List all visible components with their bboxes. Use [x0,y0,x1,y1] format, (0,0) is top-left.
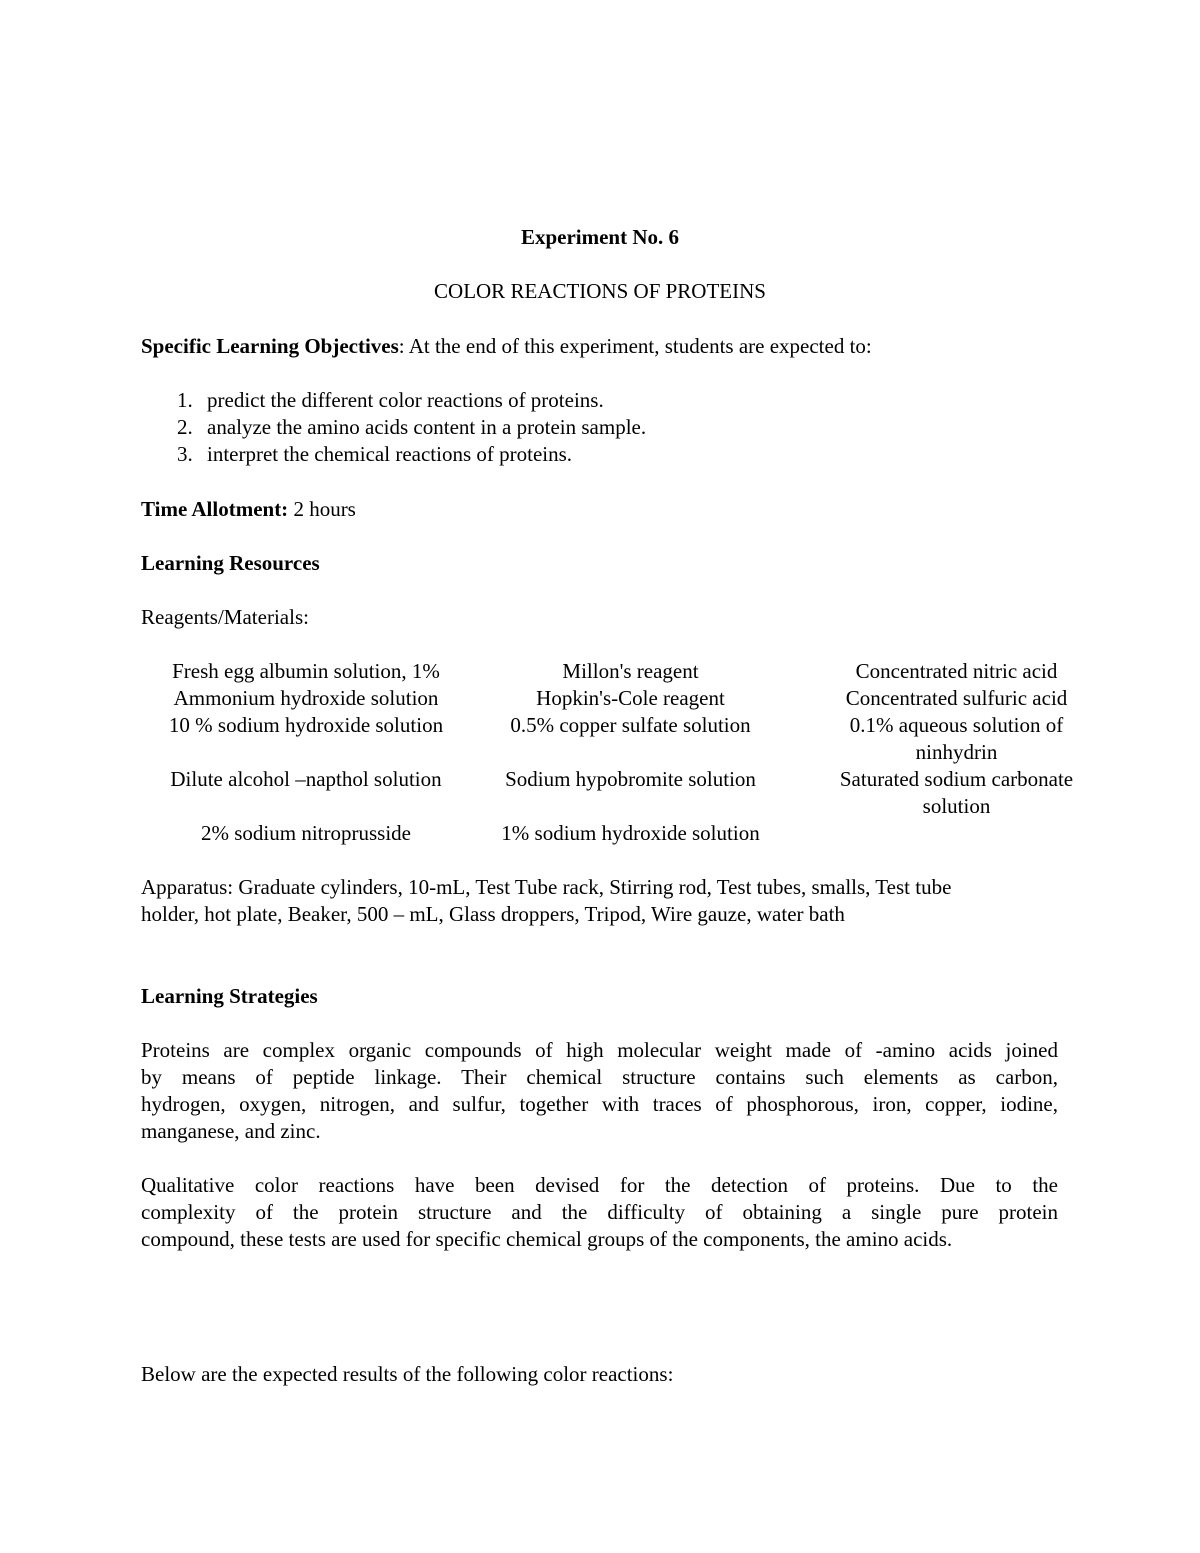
paragraph-line: Proteins are complex organic compounds of high molecular weight made of -amino acids joined [141,1038,1058,1062]
reagent-cell: 10 % sodium hydroxide solution [168,713,444,737]
reagent-cell: solution [922,794,991,818]
reagent-cell: 0.5% copper sulfate solution [510,713,751,737]
reagents-label: Reagents/Materials: [141,605,309,629]
paragraph-line: hydrogen, oxygen, nitrogen, and sulfur, together with traces of phosphorous, iron, copper, iodine, [141,1092,1058,1116]
objective-text: analyze the amino acids content in a protein sample. [207,415,647,439]
time-label: Time Allotment: [141,497,289,521]
paragraph-line: by means of peptide linkage. Their chemical structure contains such elements as carbon, [141,1065,1058,1089]
experiment-number: Experiment No. 6 [520,225,680,249]
time-value: 2 hours [288,497,356,521]
objective-number: 1. [177,388,193,412]
objectives-intro [141,333,872,360]
objectives-intro-text: : At the end of this experiment, students are expected to: [398,334,872,358]
objective-item [177,387,604,414]
strategies-heading: Learning Strategies [141,984,318,1008]
reagent-cell: Saturated sodium carbonate [839,767,1074,791]
reagent-cell: ninhydrin [915,740,998,764]
apparatus-line: Apparatus: Graduate cylinders, 10-mL, Test Tube rack, Stirring rod, Test tubes, smalls, Test tube [141,875,952,899]
page-title: COLOR REACTIONS OF PROTEINS [434,279,766,303]
reagent-cell: Hopkin's-Cole reagent [536,686,725,710]
paragraph-line: Qualitative color reactions have been devised for the detection of proteins. Due to the [141,1173,1058,1197]
paragraph-line: compound, these tests are used for specific chemical groups of the components, the amino acids. [141,1227,953,1251]
objective-number: 3. [177,442,193,466]
reagent-cell: Millon's reagent [562,659,699,683]
objective-text: predict the different color reactions of proteins. [207,388,604,412]
closing-line: Below are the expected results of the following color reactions: [141,1362,674,1386]
strategies-paragraph-1 [141,1037,1058,1145]
reagent-cell: 2% sodium nitroprusside [201,821,411,845]
objective-number: 2. [177,415,193,439]
reagent-cell: Concentrated sulfuric acid [845,686,1068,710]
paragraph-line: complexity of the protein structure and the difficulty of obtaining a single pure protein [141,1200,1058,1224]
strategies-paragraph-2 [141,1172,1058,1253]
reagent-cell: Fresh egg albumin solution, 1% [172,659,440,683]
reagent-cell: Ammonium hydroxide solution [173,686,439,710]
reagent-cell: Concentrated nitric acid [855,659,1058,683]
apparatus-line: holder, hot plate, Beaker, 500 – mL, Glass droppers, Tripod, Wire gauze, water bath [141,902,845,926]
resources-heading: Learning Resources [141,551,320,575]
reagent-cell: Dilute alcohol –napthol solution [170,767,442,791]
paragraph-line: manganese, and zinc. [141,1119,321,1143]
objectives-label: Specific Learning Objectives [141,334,399,358]
reagent-cell: 1% sodium hydroxide solution [501,821,760,845]
objective-item [177,414,646,441]
reagent-cell: Sodium hypobromite solution [505,767,756,791]
time-allotment [141,496,356,523]
objective-text: interpret the chemical reactions of proteins. [207,442,573,466]
reagent-cell: 0.1% aqueous solution of [849,713,1064,737]
objective-item [177,441,572,468]
